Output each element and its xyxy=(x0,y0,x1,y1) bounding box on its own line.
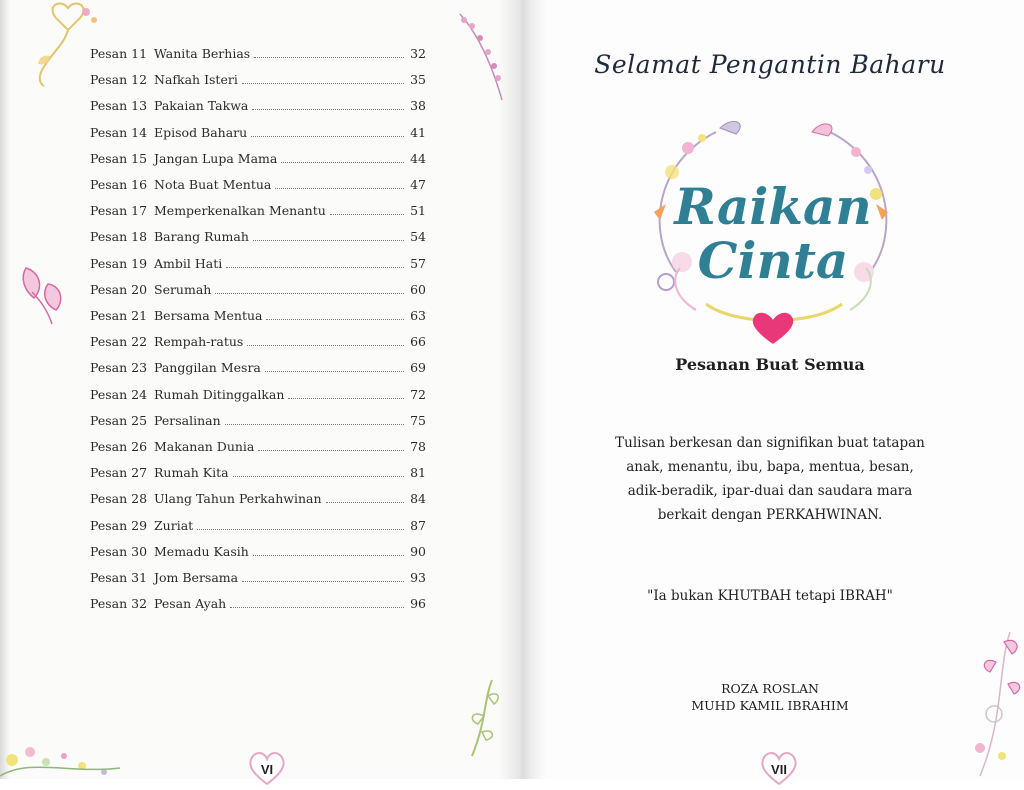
toc-entry-page: 57 xyxy=(410,255,426,271)
logo-word-2: Cinta xyxy=(697,231,849,290)
toc-entry-title: Rempah-ratus xyxy=(154,334,244,350)
toc-entry-page: 63 xyxy=(410,308,426,323)
toc-leader-dots xyxy=(242,83,404,84)
toc-entry-number: Pesan 29 xyxy=(90,517,148,533)
toc-row xyxy=(90,491,426,511)
toc-leader-dots xyxy=(258,450,404,451)
toc-entry-title: Persalinan xyxy=(154,412,221,428)
toc-entry-title: Zuriat xyxy=(154,517,194,533)
tagline-quote: "Ia bukan KHUTBAH tetapi IBRAH" xyxy=(647,588,893,604)
toc-entry-number: Pesan 14 xyxy=(90,124,148,140)
toc-entry-page: 93 xyxy=(410,570,426,585)
toc-row xyxy=(90,308,426,328)
page-number: VII xyxy=(771,762,787,777)
toc-leader-dots xyxy=(252,109,404,110)
page-number-badge xyxy=(759,750,799,786)
toc-entry-title: Bersama Mentua xyxy=(154,308,263,323)
toc-row xyxy=(90,282,426,302)
toc-leader-dots xyxy=(230,607,404,608)
toc-row xyxy=(90,544,426,564)
toc-entry-title: Ambil Hati xyxy=(154,255,223,271)
greeting-title: Selamat Pengantin Baharu xyxy=(594,50,946,79)
toc-leader-dots xyxy=(251,136,404,137)
toc-leader-dots xyxy=(254,57,404,58)
page-edge-shadow xyxy=(0,0,10,779)
toc-leader-dots xyxy=(197,529,404,530)
toc-entry-page: 38 xyxy=(410,98,426,114)
author-names xyxy=(640,680,900,714)
toc-entry-page: 87 xyxy=(410,517,426,533)
floral-sprig-icon xyxy=(452,8,512,104)
toc-leader-dots xyxy=(226,267,404,268)
raikan-cinta-logo xyxy=(636,112,910,348)
toc-row xyxy=(90,439,426,459)
book-gutter xyxy=(498,0,546,779)
toc-entry-number: Pesan 22 xyxy=(90,334,148,350)
toc-row xyxy=(90,151,426,171)
toc-leader-dots xyxy=(275,188,404,189)
toc-row xyxy=(90,334,426,354)
toc-entry-page: 35 xyxy=(410,72,426,88)
toc-entry-title: Wanita Berhias xyxy=(154,46,251,61)
toc-entry-page: 51 xyxy=(410,203,426,219)
toc-entry-number: Pesan 15 xyxy=(90,150,148,166)
toc-leader-dots xyxy=(330,214,404,215)
page-number: VI xyxy=(260,762,274,777)
toc-entry-page: 75 xyxy=(410,412,426,428)
toc-entry-title: Ulang Tahun Perkahwinan xyxy=(154,491,322,507)
toc-row xyxy=(90,413,426,433)
toc-row xyxy=(90,570,426,590)
toc-entry-number: Pesan 18 xyxy=(90,229,148,245)
toc-row xyxy=(90,98,426,118)
toc-entry-title: Makanan Dunia xyxy=(154,439,255,454)
toc-entry-number: Pesan 12 xyxy=(90,72,148,88)
toc-entry-title: Pakaian Takwa xyxy=(154,98,249,114)
toc-leader-dots xyxy=(326,502,404,503)
toc-entry-number: Pesan 26 xyxy=(90,439,148,454)
toc-entry-page: 44 xyxy=(410,150,426,166)
toc-entry-number: Pesan 28 xyxy=(90,491,148,507)
toc-entry-title: Rumah Kita xyxy=(154,465,229,481)
toc-entry-title: Episod Baharu xyxy=(154,124,248,140)
toc-entry-page: 32 xyxy=(410,46,426,61)
toc-entry-number: Pesan 13 xyxy=(90,98,148,114)
toc-entry-title: Memperkenalkan Menantu xyxy=(154,203,326,219)
toc-entry-number: Pesan 20 xyxy=(90,281,148,297)
toc-entry-number: Pesan 32 xyxy=(90,596,148,612)
toc-leader-dots xyxy=(265,371,404,372)
toc-entry-number: Pesan 31 xyxy=(90,570,148,585)
toc-entry-number: Pesan 30 xyxy=(90,543,148,559)
toc-entry-title: Barang Rumah xyxy=(154,229,249,245)
toc-entry-page: 47 xyxy=(410,177,426,192)
toc-entry-number: Pesan 19 xyxy=(90,255,148,271)
toc-row xyxy=(90,177,426,197)
toc-entry-page: 60 xyxy=(410,281,426,297)
toc-entry-number: Pesan 24 xyxy=(90,386,148,402)
toc-entry-number: Pesan 23 xyxy=(90,360,148,376)
toc-entry-title: Pesan Ayah xyxy=(154,596,227,612)
toc-entry-title: Jom Bersama xyxy=(154,570,239,585)
pink-leaf-icon xyxy=(18,262,68,326)
toc-row xyxy=(90,203,426,223)
toc-entry-title: Nafkah Isteri xyxy=(154,72,238,88)
subtitle: Pesanan Buat Semua xyxy=(675,355,865,374)
toc-row xyxy=(90,46,426,66)
toc-entry-title: Panggilan Mesra xyxy=(154,360,261,376)
page-number-badge xyxy=(247,750,287,786)
toc-entry-page: 81 xyxy=(410,465,426,481)
toc-leader-dots xyxy=(253,555,404,556)
toc-entry-title: Memadu Kasih xyxy=(154,543,249,559)
toc-entry-page: 69 xyxy=(410,360,426,376)
toc-row xyxy=(90,360,426,380)
toc-entry-title: Nota Buat Mentua xyxy=(154,177,272,192)
toc-entry-page: 41 xyxy=(410,124,426,140)
toc-entry-number: Pesan 11 xyxy=(90,46,148,61)
toc-entry-number: Pesan 25 xyxy=(90,412,148,428)
toc-row xyxy=(90,256,426,276)
toc-leader-dots xyxy=(288,398,404,399)
heart-icon xyxy=(753,313,793,344)
toc-row xyxy=(90,125,426,145)
left-page xyxy=(0,0,515,779)
toc-entry-title: Rumah Ditinggalkan xyxy=(154,386,285,402)
toc-leader-dots xyxy=(253,240,404,241)
toc-entry-number: Pesan 17 xyxy=(90,203,148,219)
corner-floral-ornament-icon xyxy=(950,628,1024,779)
toc-entry-page: 96 xyxy=(410,596,426,612)
toc-leader-dots xyxy=(266,319,404,320)
toc-row xyxy=(90,518,426,538)
toc-row xyxy=(90,387,426,407)
toc-row xyxy=(90,596,426,616)
toc-leader-dots xyxy=(281,162,404,163)
toc-entry-page: 84 xyxy=(410,491,426,507)
toc-entry-page: 72 xyxy=(410,386,426,402)
logo-word-1: Raikan xyxy=(674,177,872,236)
toc-entry-page: 78 xyxy=(410,439,426,454)
toc-leader-dots xyxy=(225,424,404,425)
toc-row xyxy=(90,72,426,92)
toc-entry-page: 66 xyxy=(410,334,426,350)
toc-row xyxy=(90,229,426,249)
toc-entry-number: Pesan 27 xyxy=(90,465,148,481)
toc-leader-dots xyxy=(247,345,404,346)
author-name: MUHD KAMIL IBRAHIM xyxy=(691,698,849,713)
book-description: Tulisan berkesan dan signifikan buat tatapan anak, menantu, ibu, bapa, mentua, besan, adik-beradik, ipar-duai dan saudara mara berkait dengan PERKAHWINAN. xyxy=(615,435,925,523)
green-vine-icon xyxy=(462,676,508,760)
toc-leader-dots xyxy=(233,476,404,477)
author-name: ROZA ROSLAN xyxy=(721,681,819,696)
toc-entry-title: Jangan Lupa Mama xyxy=(154,150,278,166)
toc-leader-dots xyxy=(215,293,404,294)
toc-row xyxy=(90,465,426,485)
toc-entry-number: Pesan 16 xyxy=(90,177,148,192)
toc-entry-number: Pesan 21 xyxy=(90,308,148,323)
toc-entry-page: 54 xyxy=(410,229,426,245)
toc-entry-title: Serumah xyxy=(154,281,212,297)
toc-leader-dots xyxy=(242,581,404,582)
toc-entry-page: 90 xyxy=(410,543,426,559)
bottom-floral-ornament-icon xyxy=(0,728,150,779)
